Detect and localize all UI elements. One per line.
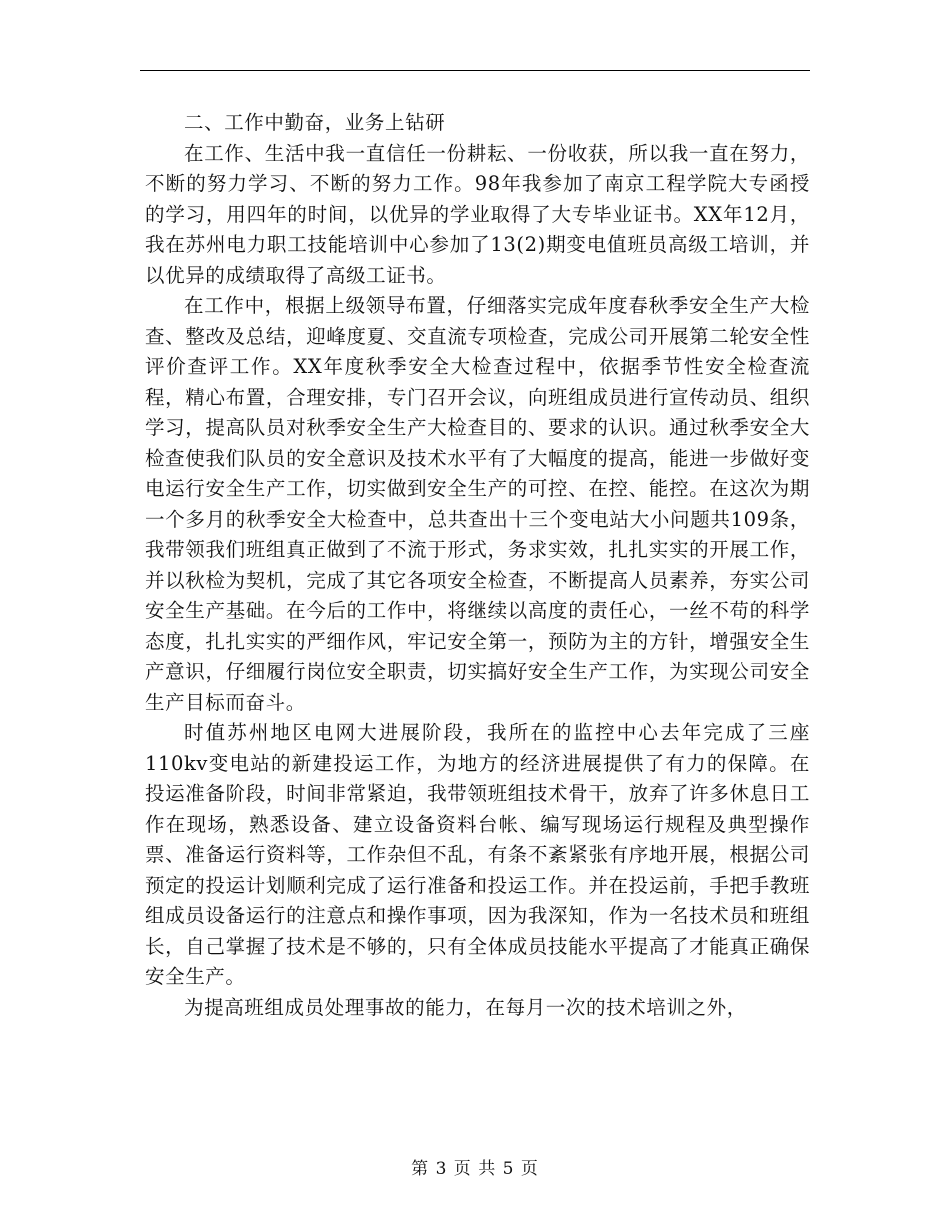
- paragraph: 为提高班组成员处理事故的能力，在每月一次的技术培训之外，: [184, 995, 747, 1019]
- paragraph: 在工作、生活中我一直信任一份耕耘、一份收获，所以我一直在努力，不断的努力学习、不断的努力工作。98年我参加了南京工程学院大专函授的学习，用四年的时间，以优异的学业取得了大专毕业证书。XX年12月，我在苏州电力职工技能培训中心参加了13(2)期变电值班员高级工培训，并以优异的成绩取得了高级工证书。: [145, 141, 810, 287]
- header-rule: [140, 70, 810, 71]
- page-number: 第 3 页 共 5 页: [411, 1159, 539, 1179]
- section-heading: 二、工作中勤奋，业务上钻研: [184, 111, 446, 134]
- document-body: [145, 108, 810, 1023]
- paragraph: 时值苏州地区电网大进展阶段，我所在的监控中心去年完成了三座110kv变电站的新建投运工作，为地方的经济进展提供了有力的保障。在投运准备阶段，时间非常紧迫，我带领班组技术骨干，放弃了许多休息日工作在现场，熟悉设备、建立设备资料台帐、编写现场运行规程及典型操作票、准备运行资料等，工作杂但不乱，有条不紊紧张有序地开展，根据公司预定的投运计划顺利完成了运行准备和投运工作。并在投运前，手把手教班组成员设备运行的注意点和操作事项，因为我深知，作为一名技术员和班组长，自己掌握了技术是不够的，只有全体成员技能水平提高了才能真正确保安全生产。: [145, 721, 810, 988]
- paragraph: 在工作中，根据上级领导布置，仔细落实完成年度春秋季安全生产大检查、整改及总结，迎峰度夏、交直流专项检查，完成公司开展第二轮安全性评价查评工作。XX年度秋季安全大检查过程中，依据季节性安全检查流程，精心布置，合理安排，专门召开会议，向班组成员进行宣传动员、组织学习，提高队员对秋季安全生产大检查目的、要求的认识。通过秋季安全大检查使我们队员的安全意识及技术水平有了大幅度的提高，能进一步做好变电运行安全生产工作，切实做到安全生产的可控、在控、能控。在这次为期一个多月的秋季安全大检查中，总共查出十三个变电站大小问题共109条，我带领我们班组真正做到了不流于形式，务求实效，扎扎实实的开展工作，并以秋检为契机，完成了其它各项安全检查，不断提高人员素养，夯实公司安全生产基础。在今后的工作中，将继续以高度的责任心，一丝不苟的科学态度，扎扎实实的严细作风，牢记安全第一，预防为主的方针，增强安全生产意识，仔细履行岗位安全职责，切实搞好安全生产工作，为实现公司安全生产目标而奋斗。: [145, 294, 810, 714]
